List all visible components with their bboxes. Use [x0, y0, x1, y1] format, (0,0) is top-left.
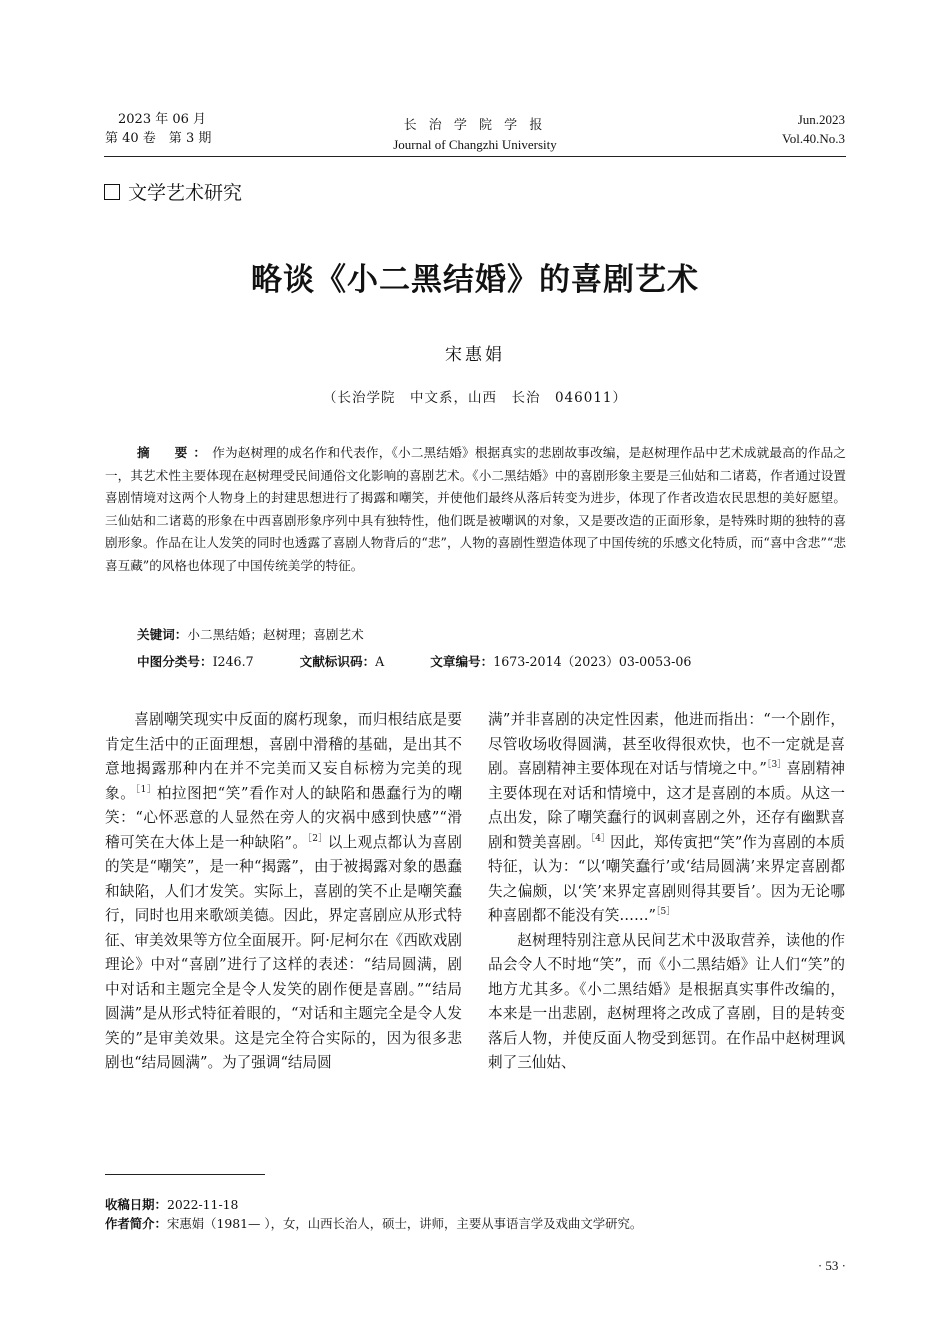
- header-right: [782, 110, 845, 148]
- issue-date-en: Jun.2023: [797, 112, 845, 127]
- author-bio: 作者简介：宋惠娟（1981— ），女，山西长治人，硕士，讲师，主要从事语言学及戏曲文学研究。: [105, 1215, 643, 1231]
- paragraph: 喜剧嘲笑现实中反面的腐朽现象，而归根结底是要肯定生活中的正面理想，喜剧中滑稽的基础，是出其不意地揭露那种内在并不完美而又妄自标榜为完美的现象。$^{[1]}$柏拉图把“笑”看作对人的缺陷和愚蠢行为的嘲笑：“心怀恶意的人显然在旁人的灾祸中感到快感”“滑稽可笑在大体上是一种缺陷”。$^{[2]}$以上观点都认为喜剧的笑是“嘲笑”，是一种“揭露”，由于被揭露对象的愚蠢和缺陷，人们才发笑。实际上，喜剧的笑不止是嘲笑蠢行，同时也用来歌颂美德。因此，界定喜剧应从形式特征、审美效果等方位全面展开。阿·尼柯尔在《西欧戏剧理论》中对“喜剧”进行了这样的表述：“结局圆满，剧中对话和主题完全是令人发笑的剧作便是喜剧。”“结局圆满”是从形式特征着眼的，“对话和主题完全是令人发笑的”是审美效果。这是完全符合实际的，因为很多悲剧也“结局圆满”。为了强调“结局圆: [105, 711, 462, 1071]
- affiliation: （长治学院 中文系，山西 长治 046011）: [322, 390, 628, 406]
- volume-issue: 第 40 卷 第 3 期: [105, 131, 212, 146]
- volume-issue-en: Vol.40.No.3: [782, 131, 845, 146]
- journal-name-cn: 长 治 学 院 学 报: [403, 118, 547, 133]
- keywords: [137, 624, 364, 643]
- issue-date: 2023 年 06 月: [118, 112, 207, 127]
- classification-line: [137, 651, 691, 670]
- footnote-rule: [105, 1174, 265, 1175]
- keywords-text: 小二黑结婚；赵树理；喜剧艺术: [187, 627, 364, 642]
- journal-name-en: Journal of Changzhi University: [393, 137, 557, 152]
- citation-4[interactable]: ［4］: [590, 833, 611, 844]
- keywords-label: 关键词：: [137, 627, 188, 642]
- body-column-right: [488, 708, 845, 1076]
- paragraph: 满”并非喜剧的决定性因素，他进而指出：“一个剧作，尽管收场收得圆满，甚至收得很欢快，也不一定就是喜剧。喜剧精神主要体现在对话与情境之中。”$^{[3]}$喜剧精神主要体现在对话和情境中，这才是喜剧的本质。从这一点出发，除了嘲笑蠢行的讽刺喜剧之外，还存有幽默喜剧和赞美喜剧。$^{[4]}$因此，郑传寅把“笑”作为喜剧的本质特征，认为：“以‘嘲笑蠢行’或‘结局圆满’来界定喜剧都失之偏颇，以‘笑’来界定喜剧则得其要旨’。因为无论哪种喜剧都不能没有笑……”$^{[5]}$: [488, 711, 845, 924]
- clc-number: 中图分类号：I246.7: [137, 654, 254, 669]
- article-title: 略谈《小二黑结婚》的喜剧艺术: [251, 262, 699, 298]
- header-rule: [104, 156, 846, 157]
- section-label: 文学艺术研究: [128, 182, 243, 204]
- square-icon: [104, 184, 120, 200]
- abstract-label: 摘 要：: [137, 445, 213, 460]
- body-column-left: [105, 708, 462, 1076]
- abstract-text: 作为赵树理的成名作和代表作，《小二黑结婚》根据真实的悲剧故事改编，是赵树理作品中艺术成就最高的作品之一，其艺术性主要体现在赵树理受民间通俗文化影响的喜剧艺术。《小二黑结婚》中的喜剧形象主要是三仙姑和二诸葛，作者通过设置喜剧情境对这两个人物身上的封建思想进行了揭露和嘲笑，并使他们最终从落后转变为进步，体现了作者改造农民思想的美好愿望。三仙姑和二诸葛的形象在中西喜剧形象序列中具有独特性，他们既是被嘲讽的对象，又是要改造的正面形象，是特殊时期的独特的喜剧形象。作品在让人发笑的同时也透露了喜剧人物背后的“悲”，人物的喜剧性塑造体现了中国传统的乐感文化特质，而“喜中含悲”“悲喜互藏”的风格也体现了中国传统美学的特征。: [105, 445, 847, 573]
- page-number: · 53 ·: [817, 1258, 846, 1273]
- paragraph: 赵树理特别注意从民间艺术中汲取营养，读他的作品会令人不时地“笑”，而《小二黑结婚》让人们“笑”的地方尤其多。《小二黑结婚》是根据真实事件改编的，本来是一出悲剧，赵树理将之改成了喜剧，目的是转变落后人物，并使反面人物受到惩罚。在作品中赵树理讽刺了三仙姑、: [488, 931, 845, 1071]
- received-date: 收稿日期：2022-11-18: [105, 1197, 239, 1212]
- article-number: 文章编号：1673-2014（2023）03-0053-06: [430, 654, 692, 669]
- citation-5[interactable]: ［5］: [656, 907, 676, 918]
- footnotes: [105, 1196, 642, 1233]
- author-name: 宋惠娟: [445, 345, 505, 365]
- citation-3[interactable]: ［3］: [766, 760, 787, 771]
- document-code: 文献标识码：A: [299, 654, 385, 669]
- abstract: [105, 442, 846, 578]
- citation-2[interactable]: ［2］: [307, 833, 328, 844]
- section-heading: [104, 178, 242, 205]
- citation-1[interactable]: ［1］: [135, 784, 157, 795]
